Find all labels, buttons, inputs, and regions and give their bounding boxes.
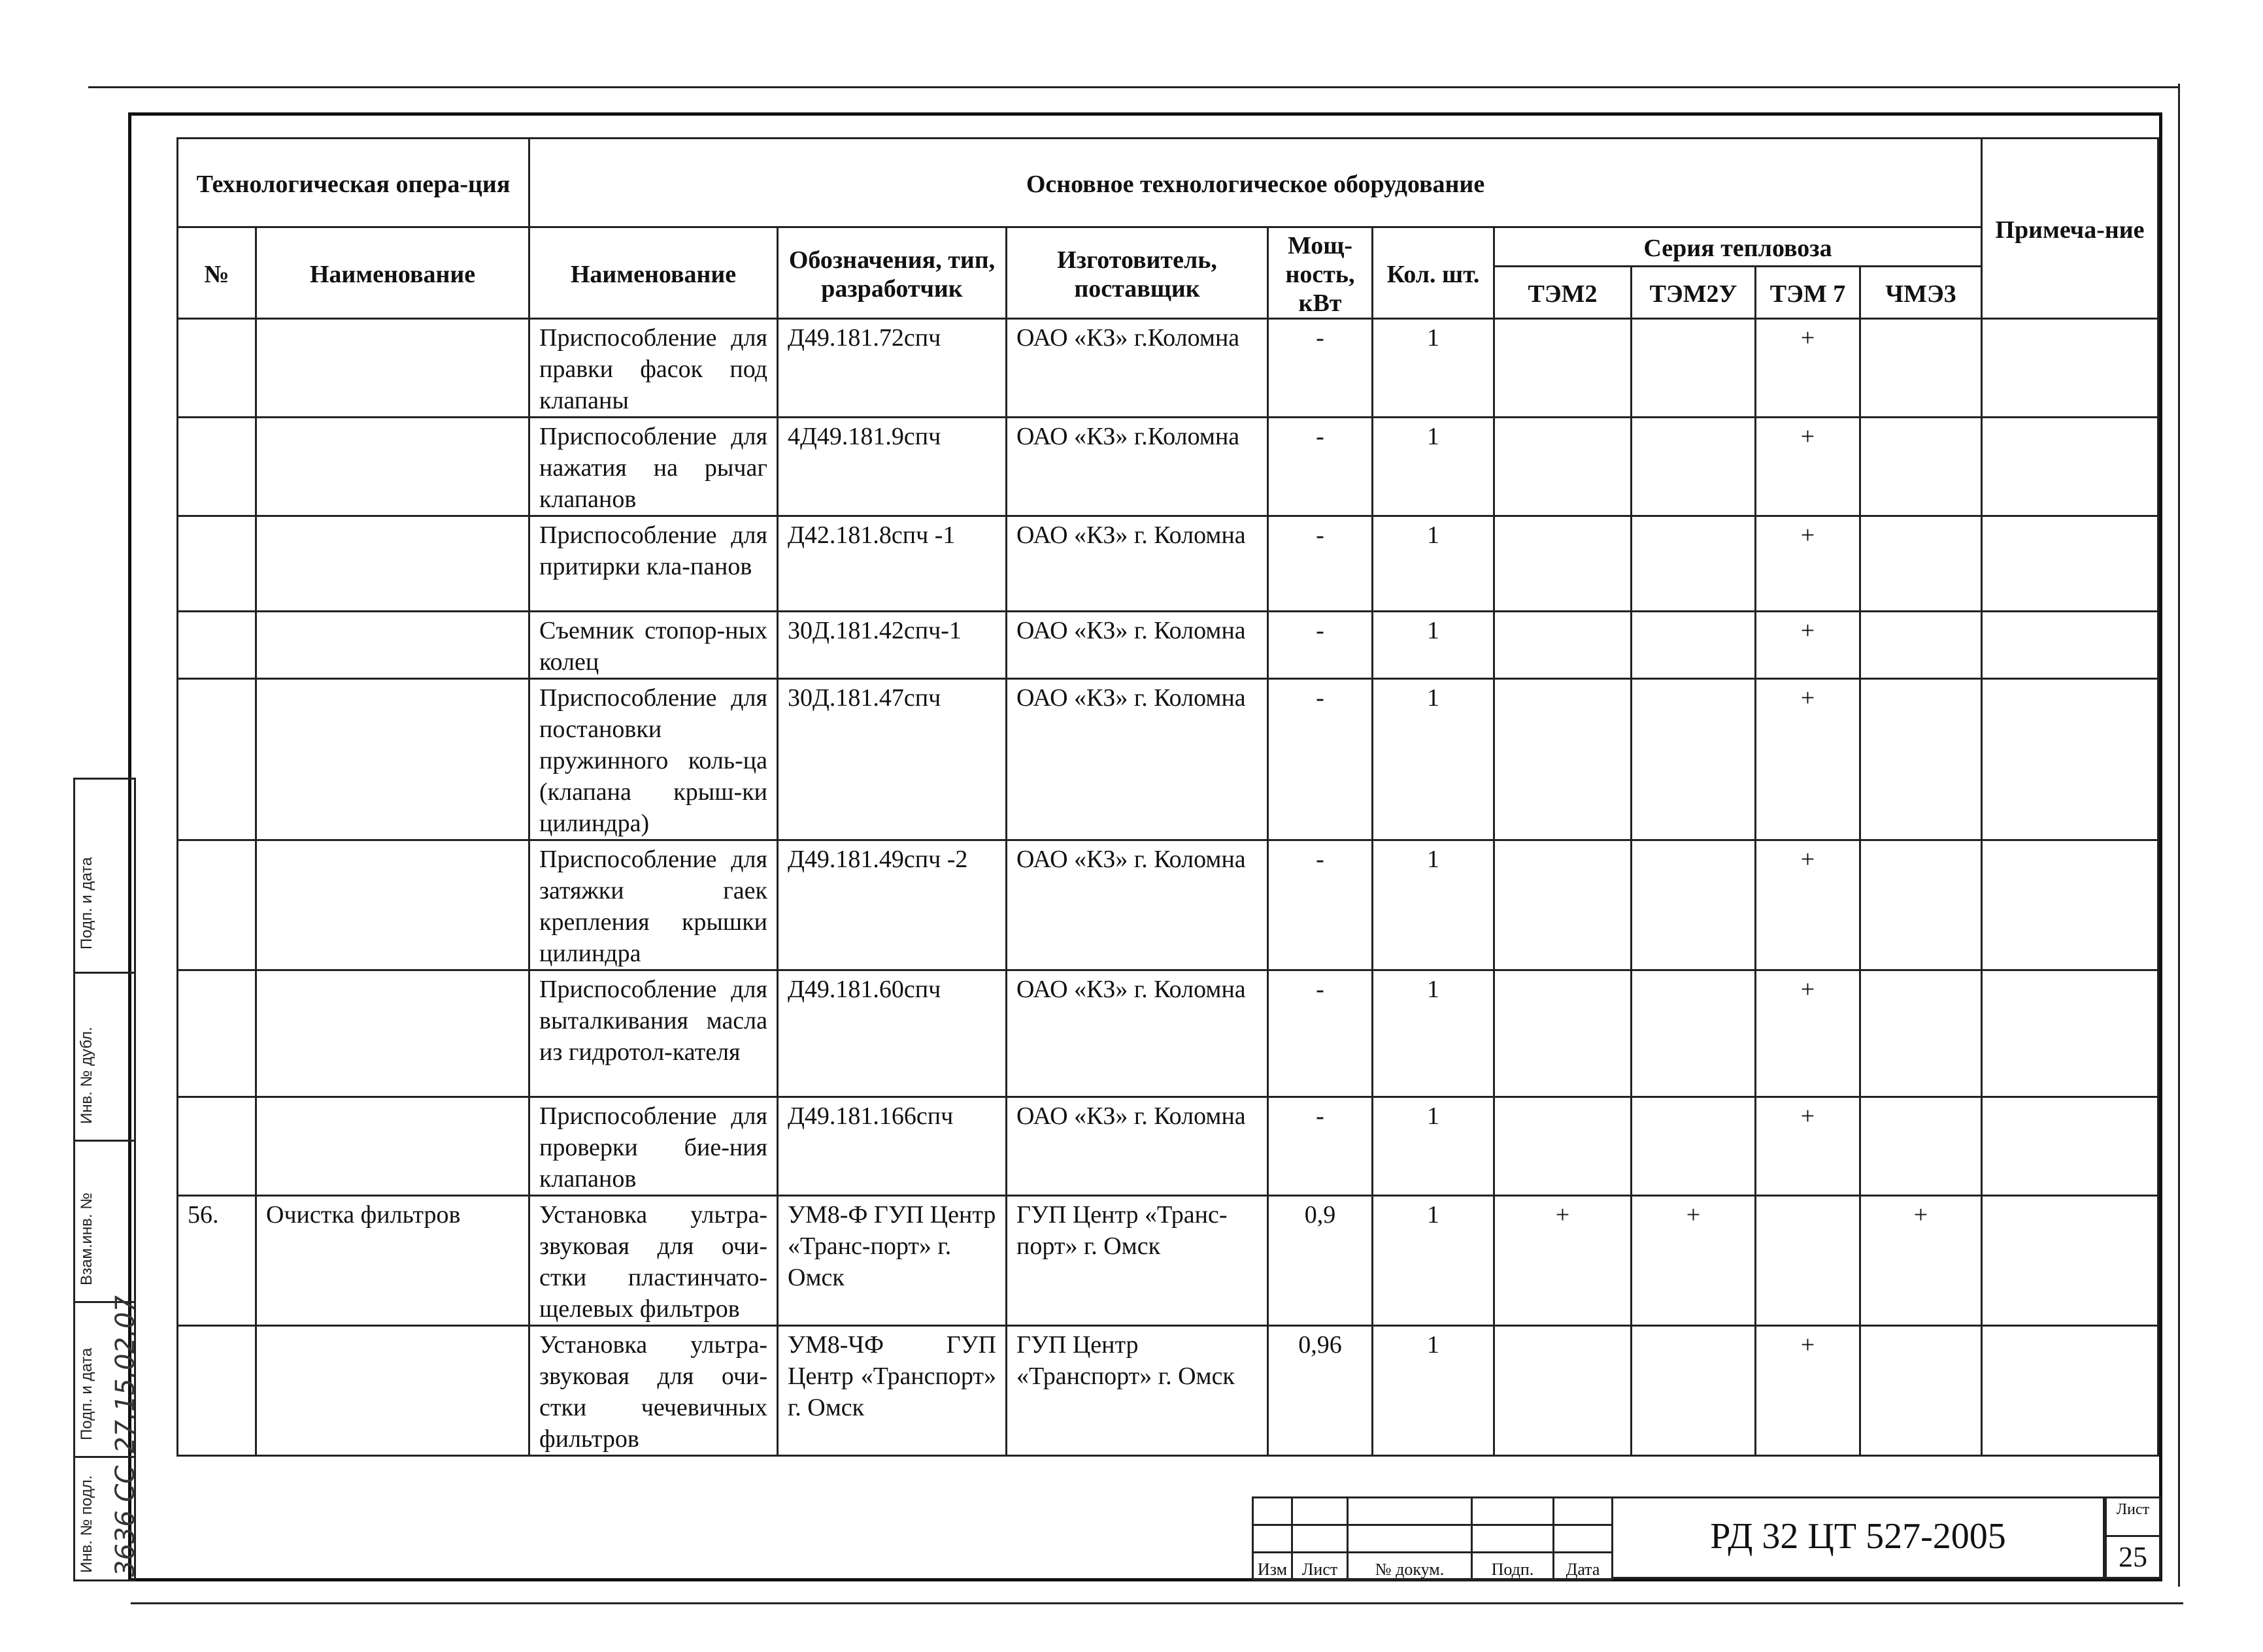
side-field-inv-podl	[73, 1456, 141, 1581]
top-trim-line	[88, 86, 2180, 88]
cell-designation: Д42.181.8спч -1	[778, 516, 1007, 612]
cell-power: -	[1268, 319, 1373, 418]
revision-izm-label: Изм	[1253, 1553, 1292, 1580]
table-row	[178, 840, 2158, 970]
cell-tem2	[1494, 679, 1632, 840]
cell-power: -	[1268, 516, 1373, 612]
cell-op	[256, 679, 529, 840]
table-row	[178, 970, 2158, 1097]
cell-maker: ОАО «КЗ» г. Коломна	[1007, 970, 1268, 1097]
cell-num	[178, 612, 256, 679]
cell-name: Приспособление для нажатия на рычаг клапанов	[529, 418, 778, 516]
cell-power: -	[1268, 612, 1373, 679]
side-label-podp-data: Подп. и дата	[78, 857, 95, 950]
sheet-number-box	[2105, 1496, 2161, 1579]
cell-name: Съемник стопор-ных колец	[529, 612, 778, 679]
cell-chme3	[1860, 612, 1982, 679]
table-row	[178, 1326, 2158, 1456]
side-field-podp-data-bottom	[73, 1295, 141, 1458]
table-row	[178, 319, 2158, 418]
cell-name: Приспособление для притирки кла-панов	[529, 516, 778, 612]
cell-chme3	[1860, 840, 1982, 970]
cell-tem2u	[1632, 1097, 1756, 1196]
table-row	[178, 1097, 2158, 1196]
cell-power: -	[1268, 679, 1373, 840]
cell-note	[1982, 970, 2158, 1097]
cell-tem2u	[1632, 612, 1756, 679]
cell-qty: 1	[1373, 1097, 1494, 1196]
cell-name: Установка ультра-звуковая для очи-стки чечевичных фильтров	[529, 1326, 778, 1456]
cell-op: Очистка фильтров	[256, 1196, 529, 1326]
cell-tem2u	[1632, 840, 1756, 970]
cell-tem2u: +	[1632, 1196, 1756, 1326]
side-field-vzam-inv	[73, 1140, 136, 1303]
table-row	[178, 516, 2158, 612]
cell-qty: 1	[1373, 418, 1494, 516]
cell-note	[1982, 840, 2158, 970]
cell-maker: ГУП Центр «Транспорт» г. Омск	[1007, 1326, 1268, 1456]
cell-tem2u	[1632, 418, 1756, 516]
cell-designation: Д49.181.166спч	[778, 1097, 1007, 1196]
cell-tem2u	[1632, 679, 1756, 840]
cell-chme3	[1860, 418, 1982, 516]
handwritten-date: 27.15.02.07	[110, 1295, 141, 1453]
cell-tem7: +	[1756, 1326, 1860, 1456]
cell-chme3	[1860, 1326, 1982, 1456]
cell-maker: ОАО «КЗ» г. Коломна	[1007, 516, 1268, 612]
cell-power: -	[1268, 1097, 1373, 1196]
cell-power: -	[1268, 840, 1373, 970]
handwritten-inv-number: 3636 CC	[110, 1465, 141, 1577]
header-operation-group: Технологическая опера-ция	[178, 139, 529, 227]
right-trim-line	[2178, 84, 2180, 1587]
table-row	[178, 679, 2158, 840]
header-power: Мощ-ность, кВт	[1268, 227, 1373, 319]
cell-tem2u	[1632, 970, 1756, 1097]
cell-tem7	[1756, 1196, 1860, 1326]
document-title-box	[1611, 1496, 2105, 1579]
cell-num	[178, 970, 256, 1097]
cell-maker: ОАО «КЗ» г. Коломна	[1007, 679, 1268, 840]
cell-qty: 1	[1373, 612, 1494, 679]
bottom-trim-line	[131, 1602, 2183, 1604]
cell-qty: 1	[1373, 840, 1494, 970]
cell-power: 0,96	[1268, 1326, 1373, 1456]
cell-name: Приспособление для правки фасок под клапаны	[529, 319, 778, 418]
cell-num	[178, 840, 256, 970]
cell-op	[256, 418, 529, 516]
side-label-inv-podl: Инв. № подл.	[78, 1475, 95, 1573]
cell-op	[256, 840, 529, 970]
cell-note	[1982, 319, 2158, 418]
cell-tem7: +	[1756, 1097, 1860, 1196]
cell-note	[1982, 612, 2158, 679]
cell-tem7: +	[1756, 679, 1860, 840]
revision-podp-label: Подп.	[1472, 1553, 1554, 1580]
cell-tem2u	[1632, 319, 1756, 418]
header-series-tem2u: ТЭМ2У	[1632, 267, 1756, 319]
cell-maker: ОАО «КЗ» г.Коломна	[1007, 319, 1268, 418]
side-field-inv-dubl	[73, 972, 136, 1142]
cell-maker: ОАО «КЗ» г.Коломна	[1007, 418, 1268, 516]
side-label-inv-dubl: Инв. № дубл.	[78, 1027, 95, 1124]
header-note: Примеча-ние	[1982, 139, 2158, 319]
cell-designation: УМ8-Ф ГУП Центр «Транс-порт» г. Омск	[778, 1196, 1007, 1326]
cell-tem2u	[1632, 516, 1756, 612]
cell-power: 0,9	[1268, 1196, 1373, 1326]
cell-name: Установка ультра-звуковая для очи-стки пластинчато-щелевых фильтров	[529, 1196, 778, 1326]
cell-tem2	[1494, 1326, 1632, 1456]
header-op-name: Наименование	[256, 227, 529, 319]
cell-qty: 1	[1373, 679, 1494, 840]
cell-note	[1982, 516, 2158, 612]
cell-tem2u	[1632, 1326, 1756, 1456]
cell-maker: ОАО «КЗ» г. Коломна	[1007, 612, 1268, 679]
revision-doc-label: № докум.	[1348, 1553, 1472, 1580]
header-equipment-group: Основное технологическое оборудование	[529, 139, 1982, 227]
revision-list-label: Лист	[1292, 1553, 1348, 1580]
cell-note	[1982, 1326, 2158, 1456]
cell-tem7: +	[1756, 970, 1860, 1097]
cell-chme3	[1860, 319, 1982, 418]
cell-op	[256, 319, 529, 418]
cell-chme3	[1860, 1097, 1982, 1196]
cell-tem2	[1494, 1097, 1632, 1196]
cell-qty: 1	[1373, 319, 1494, 418]
document-code: РД 32 ЦТ 527-2005	[1710, 1516, 2006, 1557]
cell-num	[178, 1326, 256, 1456]
cell-num	[178, 418, 256, 516]
cell-tem2	[1494, 970, 1632, 1097]
cell-qty: 1	[1373, 1196, 1494, 1326]
header-series-tem7: ТЭМ 7	[1756, 267, 1860, 319]
table-row	[178, 1196, 2158, 1326]
cell-op	[256, 612, 529, 679]
side-label-podp-data-bottom: Подп. и дата	[78, 1347, 95, 1440]
cell-tem2	[1494, 319, 1632, 418]
cell-qty: 1	[1373, 970, 1494, 1097]
cell-chme3: +	[1860, 1196, 1982, 1326]
cell-qty: 1	[1373, 516, 1494, 612]
cell-designation: Д49.181.72спч	[778, 319, 1007, 418]
cell-op	[256, 970, 529, 1097]
cell-power: -	[1268, 970, 1373, 1097]
cell-tem7: +	[1756, 319, 1860, 418]
cell-num	[178, 679, 256, 840]
cell-chme3	[1860, 970, 1982, 1097]
cell-op	[256, 1326, 529, 1456]
cell-chme3	[1860, 679, 1982, 840]
cell-name: Приспособление для выталкивания масла из гидротол-кателя	[529, 970, 778, 1097]
cell-name: Приспособление для постановки пружинного коль-ца (клапана крыш-ки цилиндра)	[529, 679, 778, 840]
cell-num	[178, 319, 256, 418]
table-row	[178, 612, 2158, 679]
header-maker: Изготовитель, поставщик	[1007, 227, 1268, 319]
cell-note	[1982, 1097, 2158, 1196]
cell-num	[178, 1097, 256, 1196]
cell-tem7: +	[1756, 418, 1860, 516]
cell-tem2	[1494, 840, 1632, 970]
cell-tem2	[1494, 418, 1632, 516]
cell-note	[1982, 679, 2158, 840]
cell-tem7: +	[1756, 612, 1860, 679]
revision-data-label: Дата	[1554, 1553, 1613, 1580]
header-eq-name: Наименование	[529, 227, 778, 319]
cell-num: 56.	[178, 1196, 256, 1326]
header-series-chme3: ЧМЭ3	[1860, 267, 1982, 319]
sheet-number: 25	[2119, 1541, 2147, 1573]
sheet-label: Лист	[2116, 1501, 2150, 1518]
header-qty: Кол. шт.	[1373, 227, 1494, 319]
cell-op	[256, 516, 529, 612]
table-row	[178, 418, 2158, 516]
cell-note	[1982, 418, 2158, 516]
side-stamp-block	[73, 778, 141, 1581]
cell-tem2	[1494, 612, 1632, 679]
cell-maker: ГУП Центр «Транс-порт» г. Омск	[1007, 1196, 1268, 1326]
cell-designation: 30Д.181.42спч-1	[778, 612, 1007, 679]
cell-maker: ОАО «КЗ» г. Коломна	[1007, 840, 1268, 970]
header-designation: Обозначения, тип, разработчик	[778, 227, 1007, 319]
cell-designation: Д49.181.60спч	[778, 970, 1007, 1097]
sheet-divider	[2107, 1535, 2159, 1537]
cell-name: Приспособление для проверки бие-ния клапанов	[529, 1097, 778, 1196]
header-series: Серия тепловоза	[1494, 227, 1982, 267]
cell-power: -	[1268, 418, 1373, 516]
cell-name: Приспособление для затяжки гаек крепления крышки цилиндра	[529, 840, 778, 970]
cell-tem2: +	[1494, 1196, 1632, 1326]
cell-maker: ОАО «КЗ» г. Коломна	[1007, 1097, 1268, 1196]
header-num: №	[178, 227, 256, 319]
cell-designation: 4Д49.181.9спч	[778, 418, 1007, 516]
cell-designation: Д49.181.49спч -2	[778, 840, 1007, 970]
header-series-tem2: ТЭМ2	[1494, 267, 1632, 319]
cell-tem7: +	[1756, 516, 1860, 612]
side-label-vzam-inv: Взам.инв. №	[78, 1192, 95, 1285]
equipment-table	[176, 137, 2159, 1457]
cell-designation: УМ8-ЧФ ГУП Центр «Транспорт» г. Омск	[778, 1326, 1007, 1456]
revision-grid	[1252, 1496, 1613, 1581]
cell-tem2	[1494, 516, 1632, 612]
cell-note	[1982, 1196, 2158, 1326]
cell-num	[178, 516, 256, 612]
cell-qty: 1	[1373, 1326, 1494, 1456]
cell-tem7: +	[1756, 840, 1860, 970]
cell-designation: 30Д.181.47спч	[778, 679, 1007, 840]
cell-op	[256, 1097, 529, 1196]
side-field-podp-data-top	[73, 778, 136, 974]
cell-chme3	[1860, 516, 1982, 612]
